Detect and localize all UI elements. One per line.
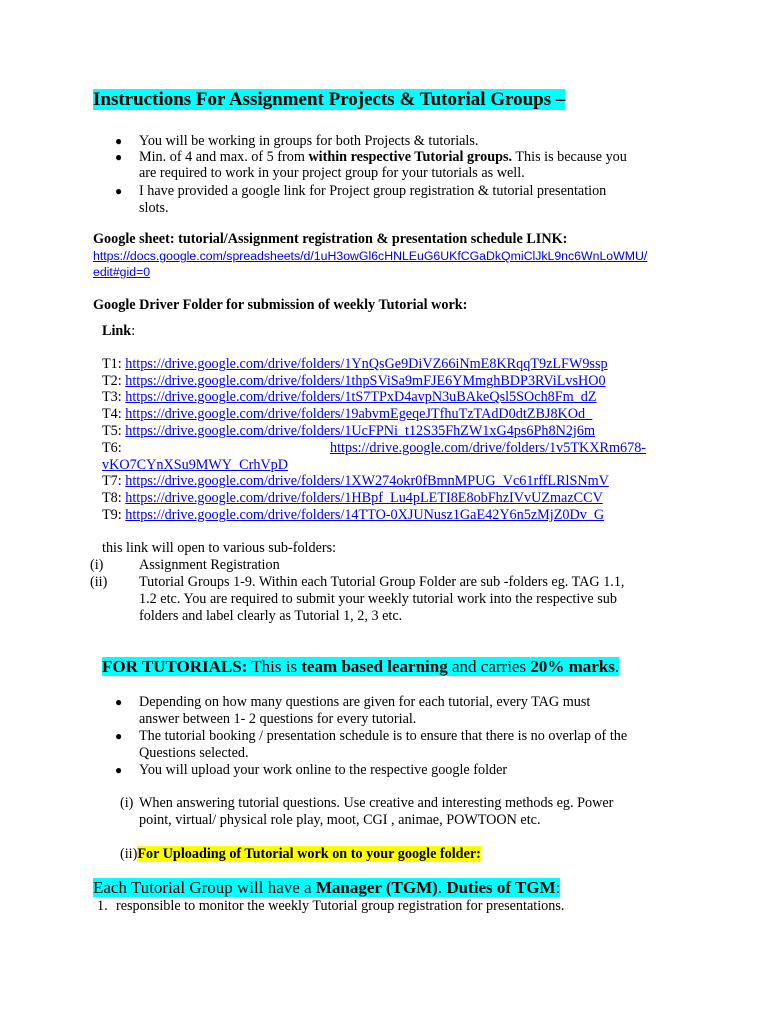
tutorial-link-cont[interactable]: vKO7CYnXSu9MWY_CrhVpD [102, 457, 289, 473]
tutorial-link-row-cont [102, 457, 288, 474]
bullet-dot: ● [115, 695, 123, 709]
tutorial-link[interactable]: https://drive.google.com/drive/folders/1HBpf_Lu4pLETI8E8obFhzIVvUZmazCCV [125, 490, 603, 506]
intro-bullet-2: Min. of 4 and max. of 5 from within respective Tutorial groups. This is because you [139, 149, 627, 165]
tutorial-label: T2: [102, 373, 126, 389]
bold-phrase: within respective Tutorial groups. [308, 149, 513, 165]
tutorial-link-row [102, 490, 603, 507]
tutorial-link[interactable]: https://drive.google.com/drive/folders/1v5TKXRm678- [330, 440, 647, 456]
tutorial-link-row-label [102, 440, 122, 457]
tutorial-link[interactable]: https://drive.google.com/drive/folders/1tS7TPxD4avpN3uBAkeQsl5SOch8Fm_dZ [125, 389, 597, 405]
bullet-dot: ● [115, 134, 123, 148]
tutorial-label: T3: [102, 389, 126, 405]
tutorial-label: T6: [102, 440, 122, 456]
subfolder-num: (i) [90, 557, 104, 573]
intro-bullet-3: I have provided a google link for Project group registration & tutorial presentation [139, 183, 607, 199]
page-title [93, 87, 565, 113]
tutorial-label: T9: [102, 507, 126, 523]
subfolder-item-line: 1.2 etc. You are required to submit your weekly tutorial work into the respective sub [139, 591, 617, 607]
tutorials-bullet-1-line2: answer between 1- 2 questions for every tutorial. [139, 711, 417, 727]
intro-bullet-2-line2: are required to work in your project group for your tutorials as well. [139, 165, 525, 181]
sheet-link[interactable]: https://docs.google.com/spreadsheets/d/1uH3owGl6cHNLEuG6UKfCGaDkQmiClJkL9nc6WnLoWMU/ [93, 249, 648, 263]
subfolder-num: (ii) [90, 574, 108, 590]
tutorials-bullet-2-line2: Questions selected. [139, 745, 249, 761]
drive-link-label: Link: [102, 323, 136, 339]
tutorials-heading: FOR TUTORIALS: This is team based learning and carries 20% marks. [102, 657, 620, 676]
tutorial-link-row [102, 423, 595, 440]
tgm-heading: Each Tutorial Group will have a Manager (TGM). Duties of TGM: [93, 878, 561, 897]
tutorial-link-row [102, 507, 604, 524]
item-i-num: (i) [120, 795, 134, 811]
tutorials-bullet-3: You will upload your work online to the respective google folder [139, 762, 508, 778]
tutorial-label: T7: [102, 473, 126, 489]
tutorial-link[interactable]: https://drive.google.com/drive/folders/1XW274okr0fBmnMPUG_Vc61rffLRlSNmV [125, 473, 609, 489]
item-i-line1: When answering tutorial questions. Use creative and interesting methods eg. Power [139, 795, 614, 811]
tutorials-bullet-1: Depending on how many questions are given for each tutorial, every TAG must [139, 694, 591, 710]
sheet-heading: Google sheet: tutorial/Assignment registration & presentation schedule LINK: [93, 231, 568, 247]
tutorial-link[interactable]: https://drive.google.com/drive/folders/1UcFPNi_t12S35FhZW1xG4ps6Ph8N2j6m [125, 423, 595, 439]
subfolder-intro: this link will open to various sub-folders: [102, 540, 337, 556]
tutorial-link[interactable]: https://drive.google.com/drive/folders/1thpSViSa9mFJE6YMmghBDP3RViLvsHO0 [125, 373, 606, 389]
sheet-link-cont[interactable]: edit#gid=0 [93, 265, 151, 279]
tutorial-label: T5: [102, 423, 126, 439]
tutorial-link[interactable]: https://drive.google.com/drive/folders/14TTO-0XJUNusz1GaE42Y6n5zMjZ0Dv_G [125, 507, 605, 523]
bullet-dot: ● [115, 184, 123, 198]
tutorial-label: T4: [102, 406, 126, 422]
intro-bullet-1: You will be working in groups for both Projects & tutorials. [139, 133, 479, 149]
tutorial-link-row [102, 373, 606, 390]
item-ii [120, 846, 481, 863]
subfolder-item-line: folders and label clearly as Tutorial 1, 2, 3 etc. [139, 608, 403, 624]
item-ii-text: For Uploading of Tutorial work on to your google folder: [137, 846, 481, 862]
item-i-line2: point, virtual/ physical role play, moot, CGI , animae, POWTOON etc. [139, 812, 541, 828]
tutorial-label: T1: [102, 356, 126, 372]
tutorials-bullet-2: The tutorial booking / presentation schedule is to ensure that there is no overlap of the [139, 728, 628, 744]
subfolder-item: Assignment Registration [139, 557, 280, 573]
tutorial-link-row [102, 406, 592, 423]
tutorial-link-row [102, 389, 597, 406]
tutorial-link-row [102, 473, 609, 490]
intro-bullet-3-line2: slots. [139, 200, 169, 216]
tgm-duty-num: 1. [97, 898, 108, 914]
bullet-dot: ● [115, 729, 123, 743]
subfolder-item: Tutorial Groups 1-9. Within each Tutorial Group Folder are sub -folders eg. TAG 1.1, [139, 574, 625, 590]
title-text: Instructions For Assignment Projects & Tutorial Groups – [93, 89, 566, 110]
tutorial-link[interactable]: https://drive.google.com/drive/folders/19abvmEgeqeJTfhuTzTAdD0dtZBJ8KOd_ [125, 406, 593, 422]
tutorial-link[interactable]: https://drive.google.com/drive/folders/1YnQsGe9DiVZ66iNmE8KRqqT9zLFW9ssp [125, 356, 608, 372]
bullet-dot: ● [115, 763, 123, 777]
tutorial-link-row [102, 356, 608, 373]
tutorial-label: T8: [102, 490, 126, 506]
drive-heading: Google Driver Folder for submission of weekly Tutorial work: [93, 297, 468, 313]
tutorial-link-row-url [330, 440, 646, 457]
tgm-duty-item: responsible to monitor the weekly Tutorial group registration for presentations. [116, 898, 565, 914]
bullet-dot: ● [115, 150, 123, 164]
item-ii-num: (ii) [120, 846, 138, 862]
